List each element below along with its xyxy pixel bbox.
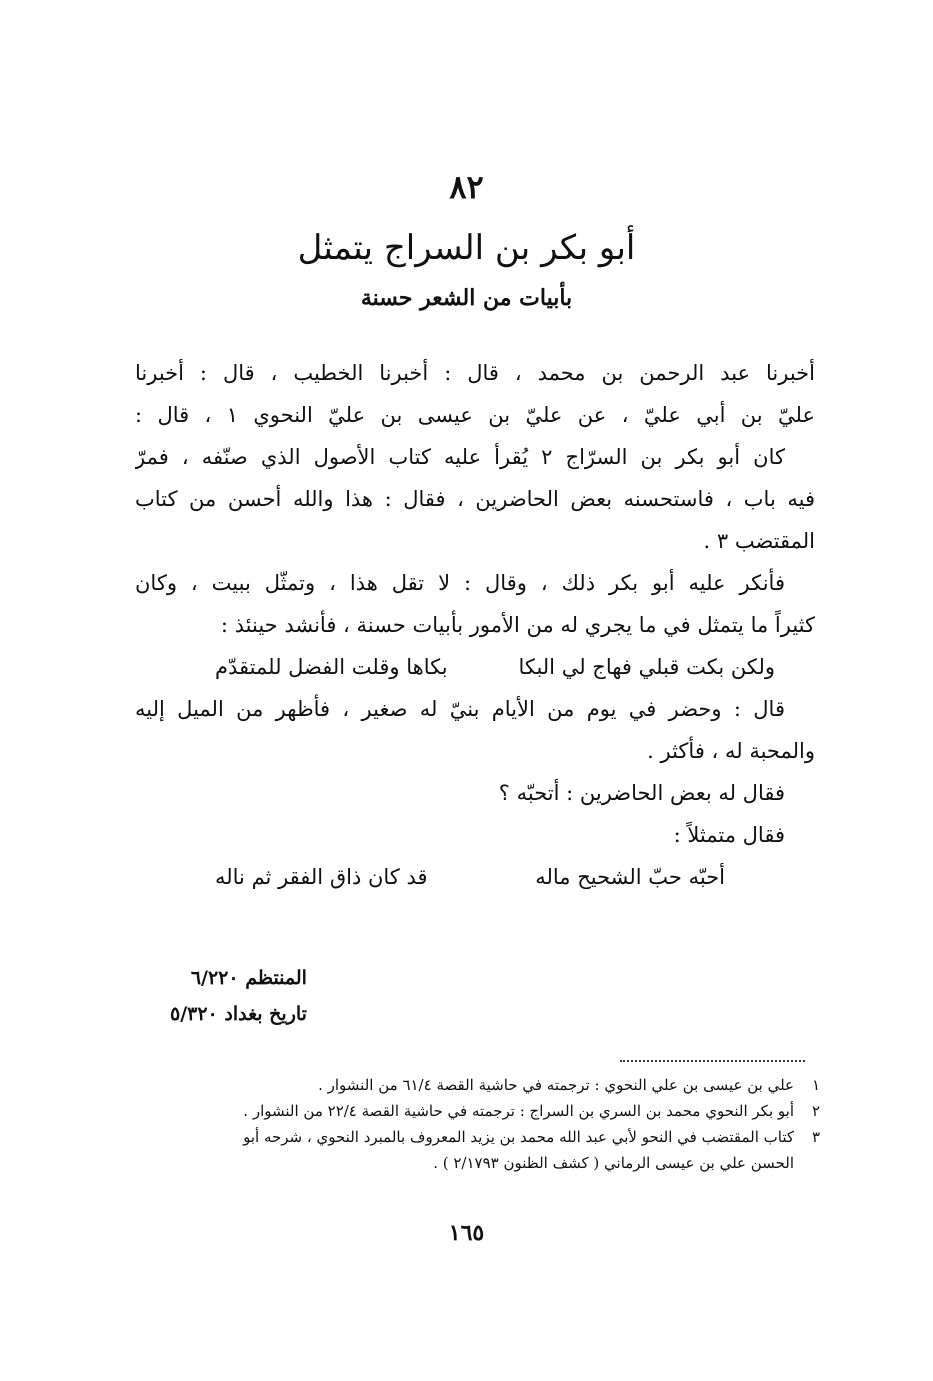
reference-line: تاريخ بغداد ٥/٣٢٠ (170, 1003, 307, 1025)
body-line: والمحبة له ، فأكثر . (647, 739, 815, 763)
footnote-text: أبو بكر النحوي محمد بن السري بن السراج : ترجمته في حاشية القصة ٢٢/٤ من النشوار . (243, 1102, 794, 1120)
verse-first-hemistich: ولكن بكت قبلي فهاج لي البكا (518, 655, 775, 679)
footnote (140, 1098, 820, 1124)
verse-second-hemistich: بكاها وقلت الفضل للمتقدّم (215, 655, 448, 679)
verse-line (135, 646, 815, 688)
verse-first-hemistich: أحبّه حبّ الشحيح ماله (535, 865, 725, 889)
footnote-continuation: الحسن علي بن عيسى الرماني ( كشف الظنون ٢/١٧٩٣ ) . (433, 1154, 794, 1172)
page-number: ١٦٥ (448, 1220, 485, 1246)
verse-second-hemistich: قد كان ذاق الفقر ثم ناله (215, 865, 428, 889)
footnote-separator (620, 1060, 805, 1062)
body-line: فقال له بعض الحاضرين : أتحبّه ؟ (498, 781, 785, 805)
section-subtitle: بأبيات من الشعر حسنة (360, 285, 573, 311)
body-line: عليّ بن أبي عليّ ، عن عليّ بن عيسى بن عليّ النحوي ١ ، قال : (135, 403, 815, 427)
footnotes (140, 1072, 820, 1176)
body-line: كان أبو بكر بن السرّاج ٢ يُقرأ عليه كتاب الأصول الذي صنّفه ، فمرّ (135, 445, 785, 469)
verse-line (135, 856, 815, 898)
footnote-text: كتاب المقتضب في النحو لأبي عبد الله محمد بن يزيد المعروف بالمبرد النحوي ، شرحه أبو (243, 1128, 794, 1146)
reference-line: المنتظم ٦/٢٢٠ (190, 967, 307, 989)
body-line: أخبرنا عبد الرحمن بن محمد ، قال : أخبرنا الخطيب ، قال : أخبرنا (135, 361, 815, 385)
main-text (135, 352, 815, 898)
body-line: المقتضب ٣ . (703, 529, 815, 553)
section-title: أبو بكر بن السراج يتمثل (297, 228, 636, 268)
body-line: كثيراً ما يتمثل في ما يجري له من الأمور بأبيات حسنة ، فأنشد حينئذ : (220, 613, 815, 637)
body-line: فقال متمثلاً : (673, 823, 785, 847)
body-line: فأنكر عليه أبو بكر ذلك ، وقال : لا تقل هذا ، وتمثّل ببيت ، وكان (135, 571, 785, 595)
footnote (140, 1124, 820, 1150)
section-number: ٨٢ (449, 168, 484, 206)
footnote-number: ١ (811, 1076, 820, 1094)
body-line: قال : وحضر في يوم من الأيام بنيّ له صغير ، فأظهر من الميل إليه (135, 697, 785, 721)
source-references (170, 960, 307, 1032)
footnote (140, 1072, 820, 1098)
footnote-number: ٢ (811, 1102, 820, 1120)
footnote-number: ٣ (811, 1128, 820, 1146)
body-line: فيه باب ، فاستحسنه بعض الحاضرين ، فقال : هذا والله أحسن من كتاب (135, 487, 815, 511)
footnote-text: علي بن عيسى بن علي النحوي : ترجمته في حاشية القصة ٦١/٤ من النشوار . (318, 1076, 794, 1094)
